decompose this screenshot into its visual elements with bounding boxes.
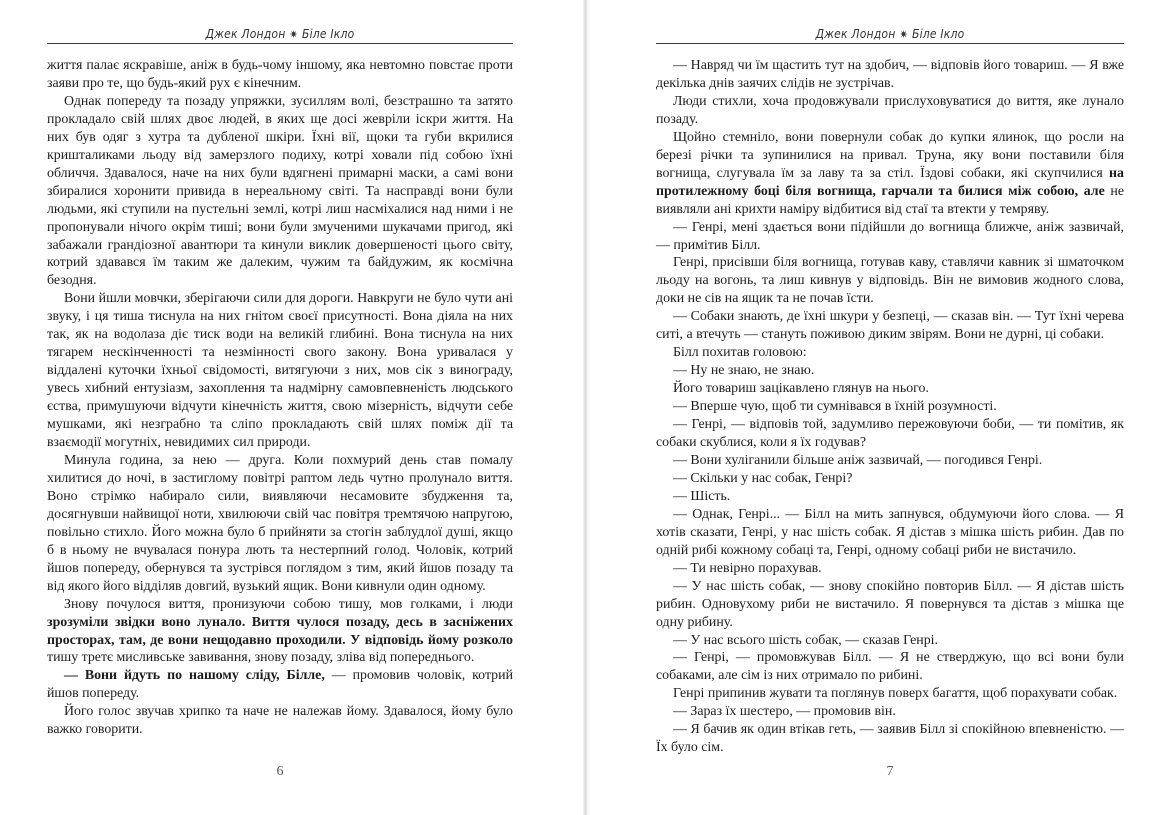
paragraph xyxy=(656,254,1124,308)
body-text xyxy=(656,57,1124,757)
paragraph xyxy=(656,506,1124,560)
text-run: — У нас шість собак, — знову спокійно повторив Білл. — Я дістав шість рибин. Одновухому риби не вистачило. Я повернувся та дістав з мішка ще одну рибину. xyxy=(656,578,1124,630)
text-run: Люди стихли, хоча продовжували прислуховуватися до виття, яке лунало позаду. xyxy=(656,93,1124,127)
running-head-author: Джек Лондон xyxy=(205,27,286,41)
text-run: — Генрі, — промовжував Білл. — Я не стверджую, що всі вони були собаками, але сім із них отримало по рибині. xyxy=(656,650,1124,684)
paragraph xyxy=(656,452,1124,470)
paragraph xyxy=(656,703,1124,721)
paragraph xyxy=(656,649,1124,685)
header-rule xyxy=(47,43,513,44)
paragraph xyxy=(656,219,1124,255)
text-run: Білл похитав головою: xyxy=(673,345,807,361)
paragraph xyxy=(656,93,1124,129)
text-run: — Навряд чи їм щастить тут на здобич, — відповів його товариш. — Я вже декілька днів заячих слідів не зустрічав. xyxy=(656,58,1124,91)
text-run: Знову почулося виття, пронизуючи собою тишу, мов голками, і люди xyxy=(64,596,513,612)
text-run: — У нас всього шість собак, — сказав Генрі. xyxy=(673,632,938,648)
paragraph xyxy=(656,488,1124,506)
text-run: не виявляли ані крихти наміру відбитися від стаї та втекти у темряву. xyxy=(656,183,1124,217)
paragraph xyxy=(656,578,1124,632)
right-page xyxy=(656,0,1124,815)
text-run: — Скільки у нас собак, Генрі? xyxy=(673,470,853,486)
text-run: Генрі, присівши біля вогнища, готував каву, ставлячи кавник зі шматочком льоду на вогонь, та лиш кивнув у відповідь. Він не вимовив жодного слова, доки не сів на ящик та не почав їсти. xyxy=(656,255,1124,307)
paragraph xyxy=(47,703,513,739)
text-run: — Зараз їх шестеро, — промовив він. xyxy=(673,704,896,720)
book-gutter xyxy=(583,0,589,815)
paragraph xyxy=(656,632,1124,650)
running-head-author: Джек Лондон xyxy=(815,27,896,41)
paragraph xyxy=(47,667,513,703)
text-run: — Шість. xyxy=(673,488,731,504)
paragraph xyxy=(47,93,513,290)
text-run: — Однак, Генрі... — Білл на мить запнувся, обдумуючи його слова. — Я хотів сказати, Генрі, у нас шість собак. Я дістав з мішка шість рибин. Дав по одній рибі кожному собаці та, Генрі, одному собаці риби не вистачило. xyxy=(656,506,1124,558)
text-run: — Генрі, мені здається вони підійшли до вогнища ближче, аніж зазвичай, — примітив Білл. xyxy=(656,219,1124,253)
paragraph xyxy=(656,398,1124,416)
paragraph xyxy=(47,290,513,452)
paragraph xyxy=(656,129,1124,219)
running-head-title: Біле Ікло xyxy=(911,27,965,41)
running-head xyxy=(656,27,1124,41)
paragraph xyxy=(656,362,1124,380)
bold-text-run: — Вони йдуть по нашому сліду, Білле, xyxy=(64,668,325,684)
left-page xyxy=(47,0,513,815)
text-run: Щойно стемніло, вони повернули собак до купки ялинок, що росли на березі річки та зупинилися на привал. Труна, яку вони поставили біля вогнища, слугувала їм за лаву та за стіл. Їздові собаки, які скупчилися xyxy=(656,129,1124,181)
text-run: життя палає яскравіше, аніж в будь-чому іншому, яка невтомно повстає проти заяви про те, що будь-який рух є кінечним. xyxy=(47,58,513,91)
paragraph xyxy=(47,596,513,668)
text-run: Однак попереду та позаду упряжки, зусиллям волі, безстрашно та затято прокладало свій шлях двоє людей, в яких ще досі жевріли іскри життя. На них був одяг з хутра та дубленої шкіри. Їхні вії, щоки та губи вкрилися кришталиками льоду від замерзлого подиху, котрі ховали під собою їхні обличчя. Здавалося, наче на них були вдягнені примарні маски, а самі вони збиралися хоронити привида в нереальному світі. Та насправді вони були людьми, які ступили на пустельні землі, котрі лиш насміхалися над ними і не пропонували нічого окрім тиші; вони були змученими шукачами пригод, які забажали грандіозної авантюри та кинули виклик довершеності цього світу, котрий здавався їм таким же далеким, чужим та байдужим, як космічна безодня. xyxy=(47,93,513,289)
paragraph xyxy=(656,721,1124,757)
text-run: — Я бачив як один втікав геть, — заявив Білл зі спокійною впевненістю. — Їх було сім. xyxy=(656,722,1124,756)
running-head xyxy=(47,27,513,41)
paragraph xyxy=(656,685,1124,703)
paragraph xyxy=(656,57,1124,93)
paragraph xyxy=(656,560,1124,578)
text-run: — Ну не знаю, не знаю. xyxy=(673,363,815,379)
paragraph xyxy=(656,344,1124,362)
text-run: — промовив чоловік, котрий йшов попереду. xyxy=(47,668,513,702)
text-run: Генрі припинив жувати та поглянув поверх багаття, щоб порахувати собак. xyxy=(673,686,1118,702)
paragraph xyxy=(47,452,513,596)
text-run: — Вперше чую, щоб ти сумнівався в їхній розумності. xyxy=(673,399,997,415)
text-run: — Генрі, — відповів той, задумливо пережовуючи боби, — ти помітив, як собаки скублися, коли я їх годував? xyxy=(656,417,1124,451)
page-number: 6 xyxy=(276,764,284,779)
text-run: — Ти невірно порахував. xyxy=(673,560,822,576)
text-run: Минула година, за нею — друга. Коли похмурий день став помалу хилитися до ночі, в застиглому повітрі раптом ледь чутно пролунало виття. Воно стрімко набирало сили, виявляючи несамовите збудження та, досягнувши найвищої ноти, хвилюючи свій час повітря тремтячою напругою, повільно стихло. Його можна було б прийняти за стогін заблудлої душі, якщо б в ньому не вчувалася понура лють та нестерпний голод. Чоловік, котрий йшов попереду, обернувся та зустрівся поглядом з тим, який йшов позаду та від якого його відділяв довгий, вузький ящик. Вони кивнули один одному. xyxy=(47,452,513,594)
text-run: — Вони хуліганили більше аніж зазвичай, — погодився Генрі. xyxy=(673,452,1043,468)
paragraph xyxy=(656,416,1124,452)
body-text xyxy=(47,57,513,739)
paragraph xyxy=(656,308,1124,344)
paragraph xyxy=(47,57,513,93)
text-run: Його голос звучав хрипко та наче не належав йому. Здавалося, йому було важко говорити. xyxy=(47,704,513,738)
text-run: Вони йшли мовчки, зберігаючи сили для дороги. Навкруги не було чути ані звуку, і ця тиша тиснула на них гнітом своєї присутності. Вона діяла на них так, як на водолаза діє тиск води на великій глибині. Вона тиснула на них тягарем нескінченності та незмінності свого закону. Вона уривалася у віддалені куточки їхньої свідомості, витягуючи з них, мов сік з винограду, увесь хибний ентузіазм, захоплення та надмірну самовпевненість людського єства, примушуючи відчути кінечність життя, свою мізерність, відчути себе мушками, які незграбно та сліпо прокладають свій шлях поміж дії та взаємодії могутніх, невидимих сил природи. xyxy=(47,291,513,451)
bold-text-run: У відповідь йому розколо xyxy=(350,632,513,648)
paragraph xyxy=(656,380,1124,398)
page-number: 7 xyxy=(886,764,894,779)
text-run: тишу третє мисливське завивання, знову позаду, зліва від попереднього. xyxy=(47,650,475,666)
paragraph xyxy=(656,470,1124,488)
text-run: — Собаки знають, де їхні шкури у безпеці, — сказав він. — Тут їхні черева ситі, а втечуть — стануть поживою диким звірям. Вони не дурні, ці собаки. xyxy=(656,309,1124,343)
bold-text-run: на протилежному боці біля вогнища, гарчали та билися між собою, але xyxy=(656,165,1124,199)
text-run: Його товариш зацікавлено глянув на нього. xyxy=(673,381,929,397)
header-rule xyxy=(656,43,1124,44)
ornament-star-icon: ✷ xyxy=(899,28,908,41)
ornament-star-icon: ✷ xyxy=(289,28,298,41)
running-head-title: Біле Ікло xyxy=(301,27,355,41)
bold-text-run: зрозуміли звідки воно лунало. Виття чулося позаду, десь в засніжених просторах, там, де вони нещодавно проходили. xyxy=(47,614,513,648)
